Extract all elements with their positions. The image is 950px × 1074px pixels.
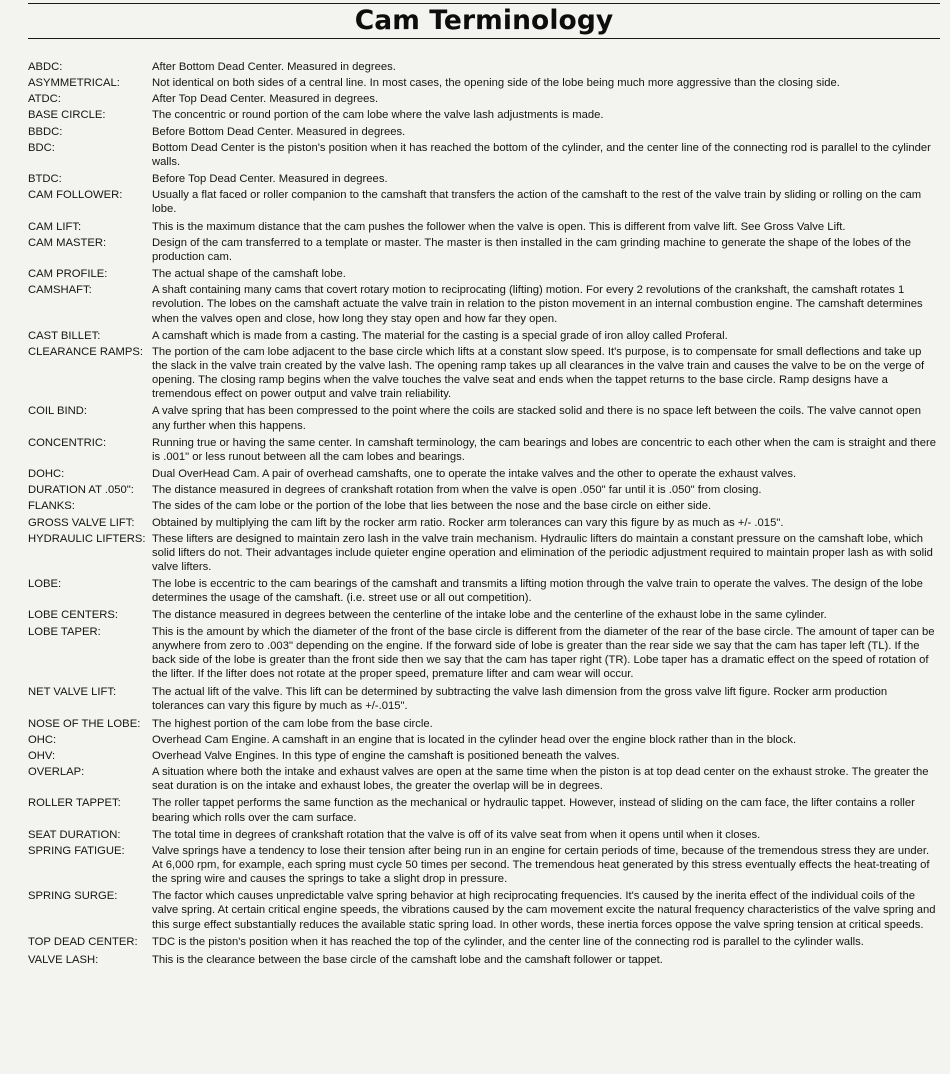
glossary-term: CAM MASTER: xyxy=(28,236,107,249)
glossary-definition: TDC is the piston's position when it has reached the top of the cylinder, and the center line of the connecting rod is parallel to the cylinder walls. xyxy=(152,935,864,948)
glossary-definition: The highest portion of the cam lobe from the base circle. xyxy=(152,717,433,730)
glossary-definition: The actual shape of the camshaft lobe. xyxy=(152,268,346,281)
glossary-term: CAST BILLET: xyxy=(28,329,101,342)
glossary-term: SPRING FATIGUE: xyxy=(28,844,125,857)
glossary-term: SEAT DURATION: xyxy=(28,828,121,841)
glossary-term: HYDRAULIC LIFTERS: xyxy=(28,532,146,545)
glossary-definition: Obtained by multiplying the cam lift by the rocker arm ratio. Rocker arm tolerances can vary this figure by as much as +/- .015". xyxy=(152,516,784,529)
glossary-definition: Dual OverHead Cam. A pair of overhead camshafts, one to operate the intake valves and the other to operate the exhaust valves. xyxy=(152,468,797,481)
glossary-definition: Not identical on both sides of a central line. In most cases, the opening side of the lobe being much more aggressive than the closing side. xyxy=(152,77,840,90)
glossary-term: CONCENTRIC: xyxy=(28,436,107,449)
glossary-definition: Before Top Dead Center. Measured in degrees. xyxy=(152,173,388,186)
glossary-term: OVERLAP: xyxy=(28,766,85,779)
glossary-entry xyxy=(28,141,938,169)
glossary-term: CAM FOLLOWER: xyxy=(28,189,123,202)
glossary-definition: A camshaft which is made from a casting. The material for the casting is a special grade of iron alloy called Proferal. xyxy=(152,329,728,342)
glossary-definition: These lifters are designed to maintain zero lash in the valve train mechanism. Hydraulic lifters do maintain a constant pressure on the camshaft lobe, which solid lifters do not. Their advantages include quieter engine operation and elimination of the periodic adjustment required to maintain proper lash as with solid valve lifters. xyxy=(152,532,933,573)
glossary-entry xyxy=(28,220,938,234)
glossary-entry xyxy=(28,889,938,931)
glossary-term: BASE CIRCLE: xyxy=(28,109,106,122)
title-bottom-rule xyxy=(28,38,940,39)
glossary-term: DOHC: xyxy=(28,468,65,481)
glossary-definition: Running true or having the same center. In camshaft terminology, the cam bearings and lobes are concentric to each other when the cam is straight and there is .001" or less runout between all the cam lobes and bearings. xyxy=(152,436,936,463)
glossary-entry xyxy=(28,76,938,90)
glossary-entry xyxy=(28,188,938,216)
glossary-definition: A situation where both the intake and exhaust valves are open at the same time when the piston is at top dead center on the exhaust stroke. The greater the seat duration is on the intake and exhaust lobes, the greater the overlap will be in degrees. xyxy=(152,766,929,793)
glossary-definition: Overhead Valve Engines. In this type of engine the camshaft is positioned beneath the valves. xyxy=(152,749,620,762)
glossary-term: CAM PROFILE: xyxy=(28,268,108,281)
glossary-entry xyxy=(28,436,938,464)
glossary-entry xyxy=(28,172,938,186)
glossary-entry xyxy=(28,953,938,967)
glossary-term: VALVE LASH: xyxy=(28,953,99,966)
glossary-term: TOP DEAD CENTER: xyxy=(28,935,138,948)
glossary-entry xyxy=(28,749,938,763)
glossary-entry xyxy=(28,467,938,481)
glossary-entry xyxy=(28,92,938,106)
glossary-term: SPRING SURGE: xyxy=(28,890,118,903)
glossary-term: LOBE: xyxy=(28,578,62,591)
glossary-entry xyxy=(28,483,938,497)
glossary-entry xyxy=(28,765,938,793)
glossary-entry xyxy=(28,717,938,731)
glossary-entry xyxy=(28,499,938,513)
glossary-entry xyxy=(28,532,938,574)
glossary-entry xyxy=(28,125,938,139)
glossary-definition: Valve springs have a tendency to lose their tension after being run in an engine for certain periods of time, because of the tremendous stress they are under. At 6,000 rpm, for example, each spring must cycle 50 times per second. The tremendous heat generated by this stress eventually effects the heat-treating of the spring wire and causes the springs to take a slight drop in pressure. xyxy=(152,844,930,886)
glossary-entry xyxy=(28,329,938,343)
glossary-entry xyxy=(28,828,938,842)
glossary-definition: The actual lift of the valve. This lift can be determined by subtracting the valve lash dimension from the gross valve lift figure. Rocker arm production tolerances can vary this figure by much as +/-.015". xyxy=(152,686,888,713)
glossary-definition: The distance measured in degrees between the centerline of the intake lobe and the centerline of the exhaust lobe in the same cylinder. xyxy=(152,609,827,622)
glossary-entry xyxy=(28,625,938,682)
glossary-definition: The lobe is eccentric to the cam bearings of the camshaft and transmits a lifting motion through the valve train to operate the valves. The design of the lobe determines the usage of the camshaft. (i.e. street use or all out competition). xyxy=(152,578,923,605)
glossary-definition: This is the maximum distance that the cam pushes the follower when the valve is open. This is different from valve lift. See Gross Valve Lift. xyxy=(152,220,846,233)
glossary-term: NOSE OF THE LOBE: xyxy=(28,717,141,730)
glossary-definition: A shaft containing many cams that covert rotary motion to reciprocating (lifting) motion. For every 2 revolutions of the crankshaft, the camshaft rotates 1 revolution. The lobes on the camshaft actuate the valve train in relation to the piston movement in an internal combustion engine. The camshaft determines when the valves open and close, how long they stay open and how far they open. xyxy=(152,284,923,325)
glossary-definition: Bottom Dead Center is the piston's position when it has reached the bottom of the cylinder, and the center line of the connecting rod is parallel to the cylinder walls. xyxy=(152,141,931,168)
glossary-definition: The distance measured in degrees of crankshaft rotation from when the valve is open .050" far until it is .050" from closing. xyxy=(152,484,762,497)
glossary-definition: After Top Dead Center. Measured in degrees. xyxy=(152,93,379,106)
glossary-entry xyxy=(28,345,938,402)
page-title: Cam Terminology xyxy=(354,5,614,36)
glossary-entry xyxy=(28,267,938,281)
glossary-definition: The sides of the cam lobe or the portion of the lobe that lies between the nose and the base circle on either side. xyxy=(152,500,712,513)
glossary-definition: The roller tappet performs the same function as the mechanical or hydraulic tappet. However, instead of sliding on the cam face, the lifter contains a roller bearing which rolls over the cam surface. xyxy=(152,797,915,824)
glossary-entry xyxy=(28,283,938,325)
glossary-term: ABDC: xyxy=(28,61,63,73)
glossary-entry xyxy=(28,60,938,74)
glossary-definition: This is the clearance between the base circle of the camshaft lobe and the camshaft follower or tappet. xyxy=(152,953,663,966)
glossary-definition: Before Bottom Dead Center. Measured in degrees. xyxy=(152,125,406,138)
glossary-definition: Design of the cam transferred to a template or master. The master is then installed in the cam grinding machine to generate the shape of the lobes of the production cam. xyxy=(152,236,911,263)
glossary-term: BBDC: xyxy=(28,125,63,138)
glossary-term: LOBE TAPER: xyxy=(28,625,101,638)
glossary-term: COIL BIND: xyxy=(28,405,87,418)
glossary-term: GROSS VALVE LIFT: xyxy=(28,516,135,529)
glossary-term: BTDC: xyxy=(28,173,62,186)
glossary-entry xyxy=(28,404,938,432)
glossary-term: OHV: xyxy=(28,749,56,762)
glossary-term: FLANKS: xyxy=(28,500,75,513)
glossary-definition: The factor which causes unpredictable valve spring behavior at high reciprocating frequencies. It's caused by the inerita effect of the individual coils of the valve spring. At certain critical engine speeds, the vibrations caused by the cam movement excite the natural frequency characteristics of the valve spring and this surge effect substantially reduces the available static spring load. In other words, these inertia forces oppose the valve spring tension at critical speeds. xyxy=(152,890,936,931)
glossary-term: NET VALVE LIFT: xyxy=(28,686,117,699)
glossary-definition: The portion of the cam lobe adjacent to the base circle which lifts at a constant slow speed. It's purpose, is to compensate for small deflections and take up the slack in the valve train created by the valve lash. The opening ramp takes up all clearances in the valve train and causes the valve to be on the verge of opening. The closing ramp begins when the valve touches the valve seat and ends when the tappet returns to the base circle. Ramp designs have a tremendous effect on power output and valve train reliability. xyxy=(152,345,925,401)
glossary-entry xyxy=(28,935,938,949)
glossary-definition: After Bottom Dead Center. Measured in degrees. xyxy=(152,61,396,73)
glossary-entry xyxy=(28,796,938,824)
glossary-definition: Overhead Cam Engine. A camshaft in an engine that is located in the cylinder head over the engine block rather than in the block. xyxy=(152,733,797,746)
glossary-term: CAM LIFT: xyxy=(28,220,82,233)
glossary-definition: This is the amount by which the diameter of the front of the base circle is different from the diameter of the rear of the base circle. The amount of taper can be anywhere from zero to .003" depending on the engine. If the forward side of lobe is greater than the rear side we say that the cam has taper left (TL). If the back side of the lobe is greater than the front side then we say that the cam has taper right (TR). Lobe taper has a dramatic effect on the speed of rotation of the lifter. If the lifter does not rotate at the proper speed, premature lifter and cam wear will occur. xyxy=(152,625,935,681)
glossary-term: ASYMMETRICAL: xyxy=(28,77,120,90)
glossary-entry xyxy=(28,733,938,747)
glossary-term: OHC: xyxy=(28,733,57,746)
glossary-term: CAMSHAFT: xyxy=(28,284,92,297)
glossary-definition: A valve spring that has been compressed to the point where the coils are stacked solid and there is no space left between the coils. The valve cannot open any further when this happens. xyxy=(152,405,922,432)
glossary-term: CLEARANCE RAMPS: xyxy=(28,345,144,358)
glossary-term: ATDC: xyxy=(28,93,61,106)
glossary-term: BDC: xyxy=(28,141,55,154)
glossary-term: ROLLER TAPPET: xyxy=(28,797,121,810)
glossary-entry xyxy=(28,844,938,886)
glossary-entry xyxy=(28,577,938,605)
glossary-definition: The concentric or round portion of the cam lobe where the valve lash adjustments is made. xyxy=(152,109,604,122)
glossary-entry xyxy=(28,516,938,530)
glossary-term: DURATION AT .050": xyxy=(28,484,134,497)
glossary-entry xyxy=(28,685,938,713)
glossary-entry xyxy=(28,108,938,122)
glossary-term: LOBE CENTERS: xyxy=(28,609,119,622)
glossary-entry xyxy=(28,236,938,264)
glossary-list xyxy=(28,60,938,967)
glossary-entry xyxy=(28,608,938,622)
glossary-definition: Usually a flat faced or roller companion to the camshaft that transfers the action of the camshaft to the rest of the valve train by sliding or rolling on the cam lobe. xyxy=(152,189,922,216)
glossary-definition: The total time in degrees of crankshaft rotation that the valve is off of its valve seat from when it opens until when it closes. xyxy=(152,828,761,841)
